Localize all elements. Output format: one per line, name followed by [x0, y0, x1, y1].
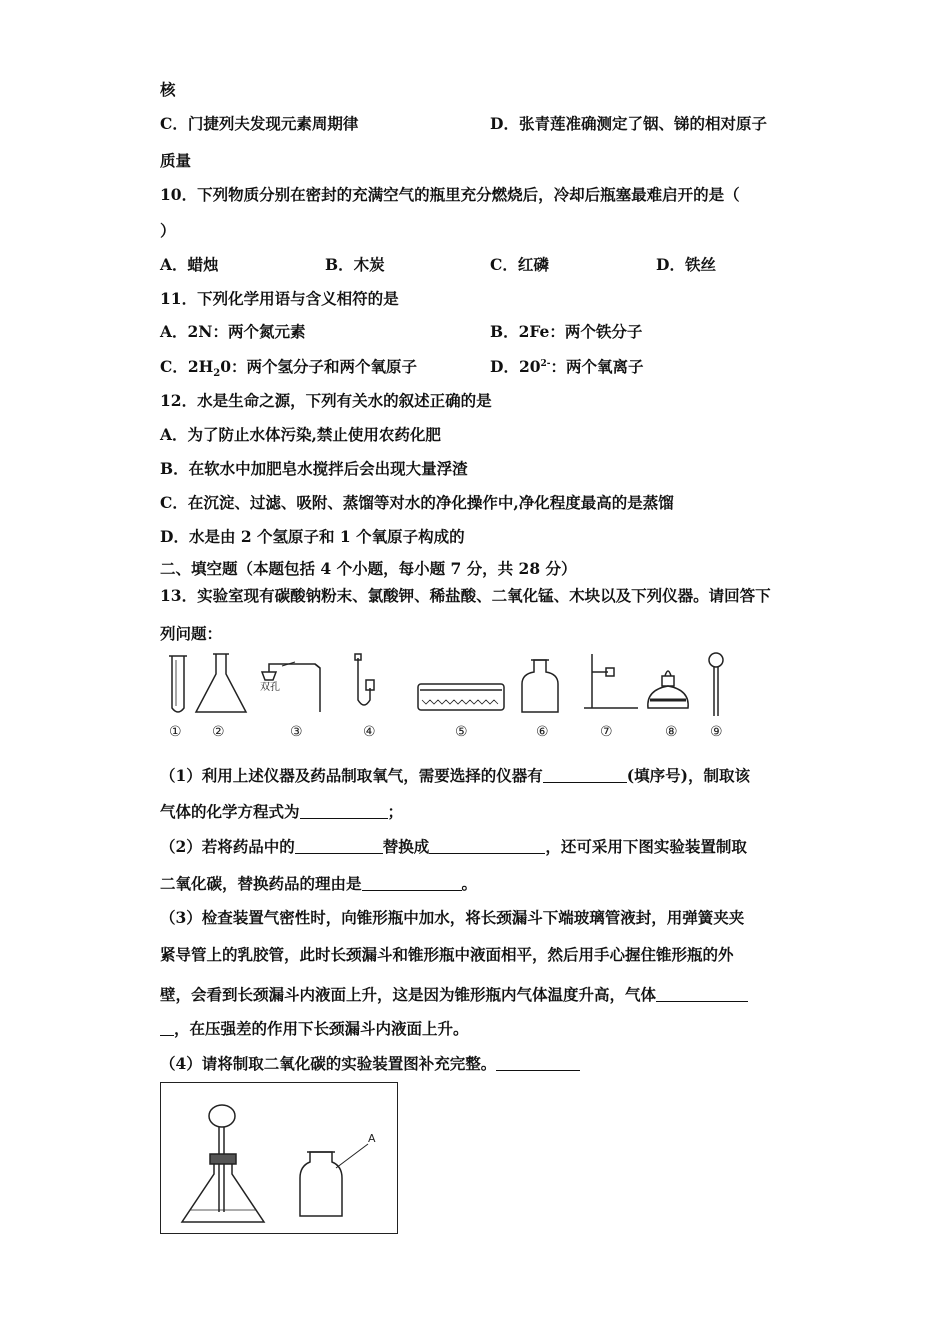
instrument-label-5: ⑤: [455, 724, 468, 740]
answer-blank-1[interactable]: [543, 768, 627, 783]
conical-flask-icon: [182, 1164, 264, 1222]
q10-option-b: B．木炭: [325, 255, 385, 274]
stopper-icon: [210, 1154, 236, 1164]
instrument-label-7: ⑦: [600, 724, 613, 740]
instrument-label-3: ③: [290, 724, 303, 740]
q9-option-d: D．张青莲准确测定了铟、锑的相对原子: [490, 114, 767, 133]
answer-blank-2[interactable]: [300, 804, 388, 819]
answer-blank-3[interactable]: [295, 839, 383, 854]
conical-flask-icon: [196, 654, 246, 712]
double-hole-label: 双孔: [260, 682, 280, 693]
funnel-bulb-icon: [209, 1105, 235, 1127]
q12-option-b: B．在软水中加肥皂水搅拌后会出现大量浮渣: [160, 459, 468, 478]
gas-jar-icon: [300, 1152, 342, 1216]
instrument-label-4: ④: [363, 724, 376, 740]
answer-blank-5[interactable]: [362, 876, 462, 891]
instrument-label-2: ②: [212, 724, 225, 740]
q13-part4: （4）请将制取二氧化碳的实验装置图补充完整。: [160, 1052, 580, 1074]
answer-blank-6-cont[interactable]: [160, 1021, 174, 1036]
q13-stem-cont: 列问题：: [160, 624, 223, 643]
q9-tail-line: 核: [160, 80, 176, 99]
alcohol-lamp-icon: [648, 686, 688, 708]
test-tube-icon: [172, 656, 184, 712]
q10-option-d: D．铁丝: [656, 255, 716, 274]
q13-stem: 13．实验室现有碳酸钠粉末、氯酸钾、稀盐酸、二氧化锰、木块以及下列仪器。请回答下: [160, 586, 771, 605]
double-hole-stopper-icon: [262, 672, 276, 680]
q13-part3-line3: 壁，会看到长颈漏斗内液面上升，这是因为锥形瓶内气体温度升高，气体: [160, 983, 748, 1005]
section-heading: 二、填空题（本题包括 4 个小题，每小题 7 分，共 28 分）: [160, 559, 577, 578]
q11-option-b: B．2Fe：两个铁分子: [490, 322, 643, 341]
q12-option-a: A．为了防止水体污染,禁止使用农药化肥: [160, 425, 441, 444]
q9-option-c: C．门捷列夫发现元素周期律: [160, 114, 359, 133]
q11-stem: 11．下列化学用语与含义相符的是: [160, 289, 399, 308]
q13-part3-line2: 紧导管上的乳胶管，此时长颈漏斗和锥形瓶中液面相平，然后用手心握住锥形瓶的外: [160, 945, 734, 964]
rubber-tube-clip-icon: [358, 658, 370, 705]
q13-part1: （1）利用上述仪器及药品制取氧气，需要选择的仪器有 (填序号)，制取该: [160, 766, 750, 785]
long-neck-funnel-icon: [709, 653, 723, 667]
instrument-label-8: ⑧: [665, 724, 678, 740]
q13-part3: （3）检查装置气密性时，向锥形瓶中加水，将长颈漏斗下端玻璃管液封，用弹簧夹夹: [160, 908, 745, 927]
instrument-label-1: ①: [169, 724, 182, 740]
q12-option-c: C．在沉淀、过滤、吸附、蒸馏等对水的净化操作中,净化程度最高的是蒸馏: [160, 493, 674, 512]
co2-apparatus-figure: [160, 1082, 398, 1234]
q10-option-a: A．蜡烛: [160, 255, 219, 274]
instrument-label-9: ⑨: [710, 724, 723, 740]
q11-option-d: D．$20^{2-}$：两个氧离子: [490, 357, 644, 376]
q13-part2-cont: 二氧化碳，替换药品的理由是 。: [160, 874, 478, 893]
answer-blank-7[interactable]: [496, 1056, 580, 1071]
gas-jar-icon: [522, 660, 558, 712]
q11-option-a: A．2N：两个氮元素: [160, 322, 306, 341]
answer-blank-6[interactable]: [656, 987, 748, 1002]
q10-stem-end: ）: [160, 221, 176, 240]
instrument-label-6: ⑥: [536, 724, 549, 740]
instruments-figure: [160, 650, 750, 742]
q13-part2: （2）若将药品中的 替换成 ，还可采用下图实验装置制取: [160, 837, 747, 856]
q13-part3-line4: ，在压强差的作用下长颈漏斗内液面上升。: [160, 1017, 469, 1039]
answer-blank-4[interactable]: [429, 839, 545, 854]
q10-option-c: C．红磷: [490, 255, 549, 274]
water-trough-icon: [418, 684, 504, 710]
q12-stem: 12．水是生命之源，下列有关水的叙述正确的是: [160, 391, 492, 410]
q12-option-d: D．水是由 2 个氢原子和 1 个氧原子构成的: [160, 527, 465, 546]
q11-option-c: C．$2H_20$：两个氢分子和两个氧原子: [160, 357, 418, 380]
q9-option-d-cont: 质量: [160, 151, 192, 170]
label-a: A: [368, 1132, 376, 1145]
q13-part1-cont: 气体的化学方程式为 ；: [160, 802, 404, 821]
q10-stem: 10．下列物质分别在密封的充满空气的瓶里充分燃烧后，冷却后瓶塞最难启开的是（: [160, 185, 740, 204]
